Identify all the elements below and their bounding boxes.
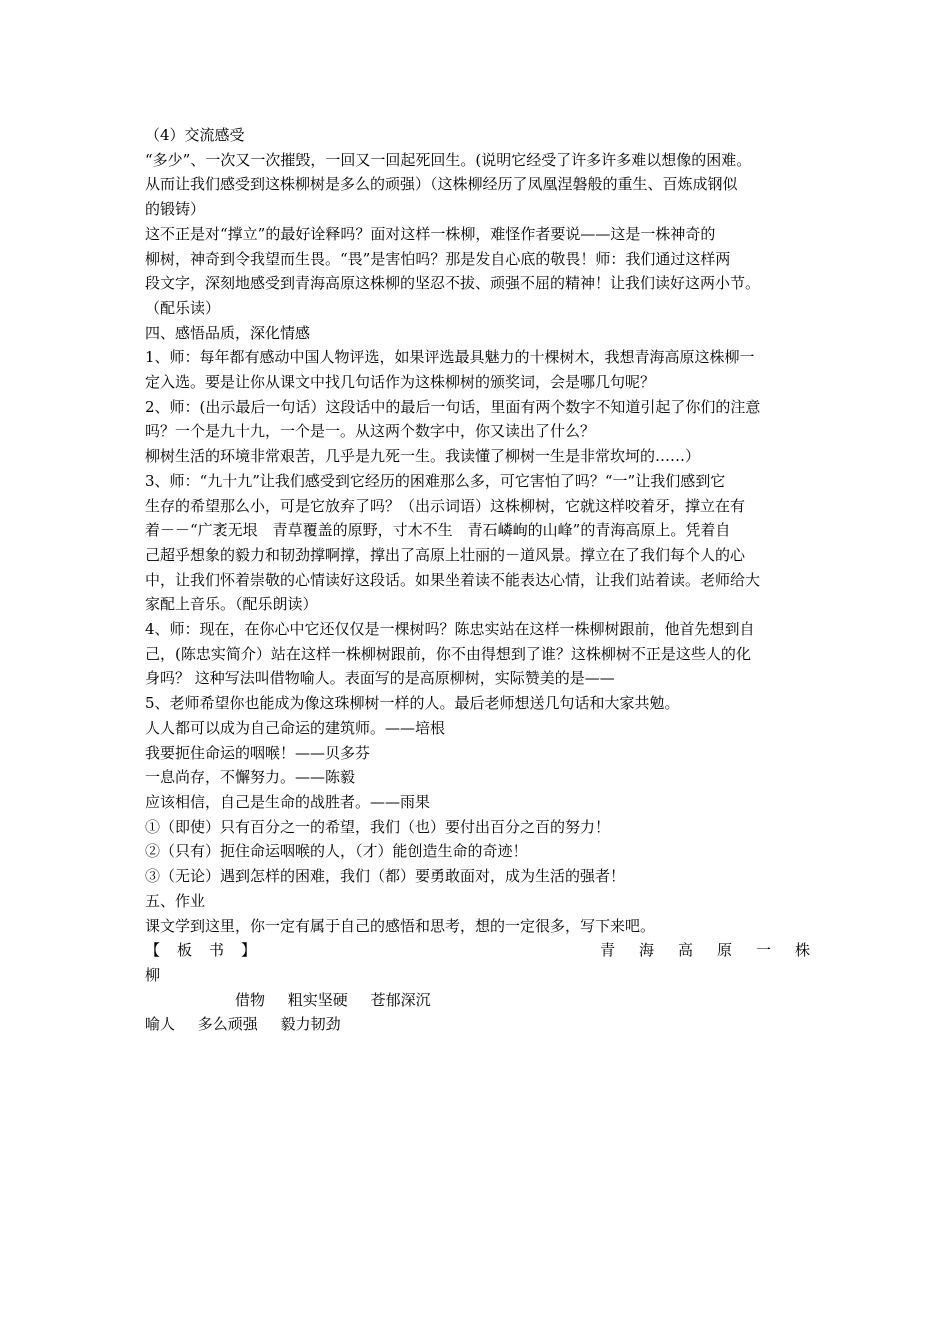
text-line: 一息尚存，不懈努力。——陈毅 — [145, 768, 356, 787]
board-bracket-close: 】 — [241, 941, 257, 960]
text-line: 4、师：现在，在你心中它还仅仅是一棵树吗？陈忠实站在这样一株柳树跟前，他首先想到自 — [145, 620, 755, 639]
text-line: 五、作业 — [145, 891, 206, 910]
text-line: 应该相信，自己是生命的战胜者。——雨果 — [145, 792, 431, 811]
board-title-part1: 青海高原一株 — [599, 941, 834, 960]
text-line: 5、老师希望你也能成为像这珠柳树一样的人。最后老师想送几句话和大家共勉。 — [145, 694, 680, 713]
text-line: （4）交流感受 — [145, 126, 245, 144]
text-line: （配乐读） — [145, 298, 221, 317]
text-line: ②（只有）扼住命运咽喉的人，（才）能创造生命的奇迹！ — [145, 842, 528, 861]
board-row2-item: 多么顽强 — [197, 1015, 258, 1034]
text-line: 课文学到这里，你一定有属于自己的感悟和思考，想的一定很多，写下来吧。 — [145, 916, 656, 935]
text-line: 定入选。要是让你从课文中找几句话作为这株柳树的颁奖词，会是哪几句呢？ — [145, 373, 656, 392]
text-line: 家配上音乐。（配乐朗读） — [145, 595, 318, 614]
board-row1-item: 苍郁深沉 — [370, 990, 431, 1009]
text-line: 中，让我们怀着崇敬的心情读好这段话。如果坐着读不能表达心情，让我们站着读。老师给大 — [145, 570, 761, 589]
text-line: 身吗？ 这种写法叫借物喻人。表面写的是高原柳树，实际赞美的是—— — [145, 669, 615, 688]
text-line: 的锻铸） — [145, 200, 206, 219]
board-row-1 — [145, 988, 810, 1013]
text-line: 着－－“广袤无垠 青草覆盖的原野，寸木不生 青石嶙峋的山峰”的青海高原上。凭着自 — [145, 521, 731, 540]
board-label — [145, 938, 256, 963]
board-title-part2: 柳 — [145, 965, 161, 984]
text-line: 2、师：(出示最后一句话）这段话中的最后一句话，里面有两个数字不知道引起了你们的注意 — [145, 397, 761, 416]
text-line: 己超乎想象的毅力和韧劲撑啊撑，撑出了高原上壮丽的－道风景。撑立在了我们每个人的心 — [145, 545, 746, 564]
board-heading — [145, 938, 834, 963]
text-line: 四、感悟品质，深化情感 — [145, 323, 311, 342]
text-line: “多少”、一次又一次摧毁，一回又一回起死回生。(说明它经受了许多许多难以想像的困难。 — [145, 150, 752, 169]
text-line: ③（无论）遇到怎样的困难，我们（都）要勇敢面对，成为生活的强者！ — [145, 867, 626, 886]
board-label-text: 板书 — [177, 941, 242, 960]
text-line: ①（即使）只有百分之一的希望，我们（也）要付出百分之百的努力！ — [145, 817, 611, 836]
board-row2-item: 喻人 — [145, 1015, 176, 1034]
text-line: 己，(陈忠实简介）站在这样一株柳树跟前，你不由得想到了谁？这株柳树不正是这些人的化 — [145, 644, 751, 663]
text-line: 生存的希望那么小，可是它放弃了吗？（出示词语）这株柳树，它就这样咬着牙，撑立在有 — [145, 496, 746, 515]
board-row2-item: 毅力韧劲 — [280, 1015, 341, 1034]
text-line: 段文字，深刻地感受到青海高原这株柳的坚忍不拔、顽强不屈的精神！让我们读好这两小节。 — [145, 274, 761, 293]
text-line: 这不正是对“撑立”的最好诠释吗？面对这样一株柳，难怪作者要说——这是一株神奇的 — [145, 224, 716, 243]
board-row1-item: 粗实坚硬 — [287, 990, 348, 1009]
text-line: 我要扼住命运的咽喉！——贝多芬 — [145, 743, 371, 762]
board-row1-item: 借物 — [235, 990, 266, 1009]
text-line: 1、师：每年都有感动中国人物评选，如果评选最具魅力的十棵树木，我想青海高原这株柳一 — [145, 348, 755, 367]
text-line: 柳树生活的环境非常艰苦，几乎是九死一生。我读懂了柳树一生是非常坎坷的……） — [145, 447, 701, 466]
text-line: 人人都可以成为自己命运的建筑师。——培根 — [145, 718, 446, 737]
board-row-2 — [145, 1012, 810, 1037]
document-page — [145, 123, 834, 1037]
text-line: 吗？一个是九十九，一个是一。从这两个数字中，你又读出了什么？ — [145, 422, 596, 441]
text-line: 柳树，神奇到令我望而生畏。“畏”是害怕吗？那是发自心底的敬畏！师：我们通过这样两 — [145, 249, 731, 268]
text-line: 3、师：“九十九”让我们感受到它经历的困难那么多，可它害怕了吗？“一”让我们感到它 — [145, 471, 726, 490]
text-line: 从而让我们感受到这株柳树是多么的顽强）（这株柳经历了凤凰涅磐般的重生、百炼成钢似 — [145, 175, 738, 194]
document-body — [145, 123, 810, 938]
board-bracket-open: 【 — [145, 941, 178, 960]
